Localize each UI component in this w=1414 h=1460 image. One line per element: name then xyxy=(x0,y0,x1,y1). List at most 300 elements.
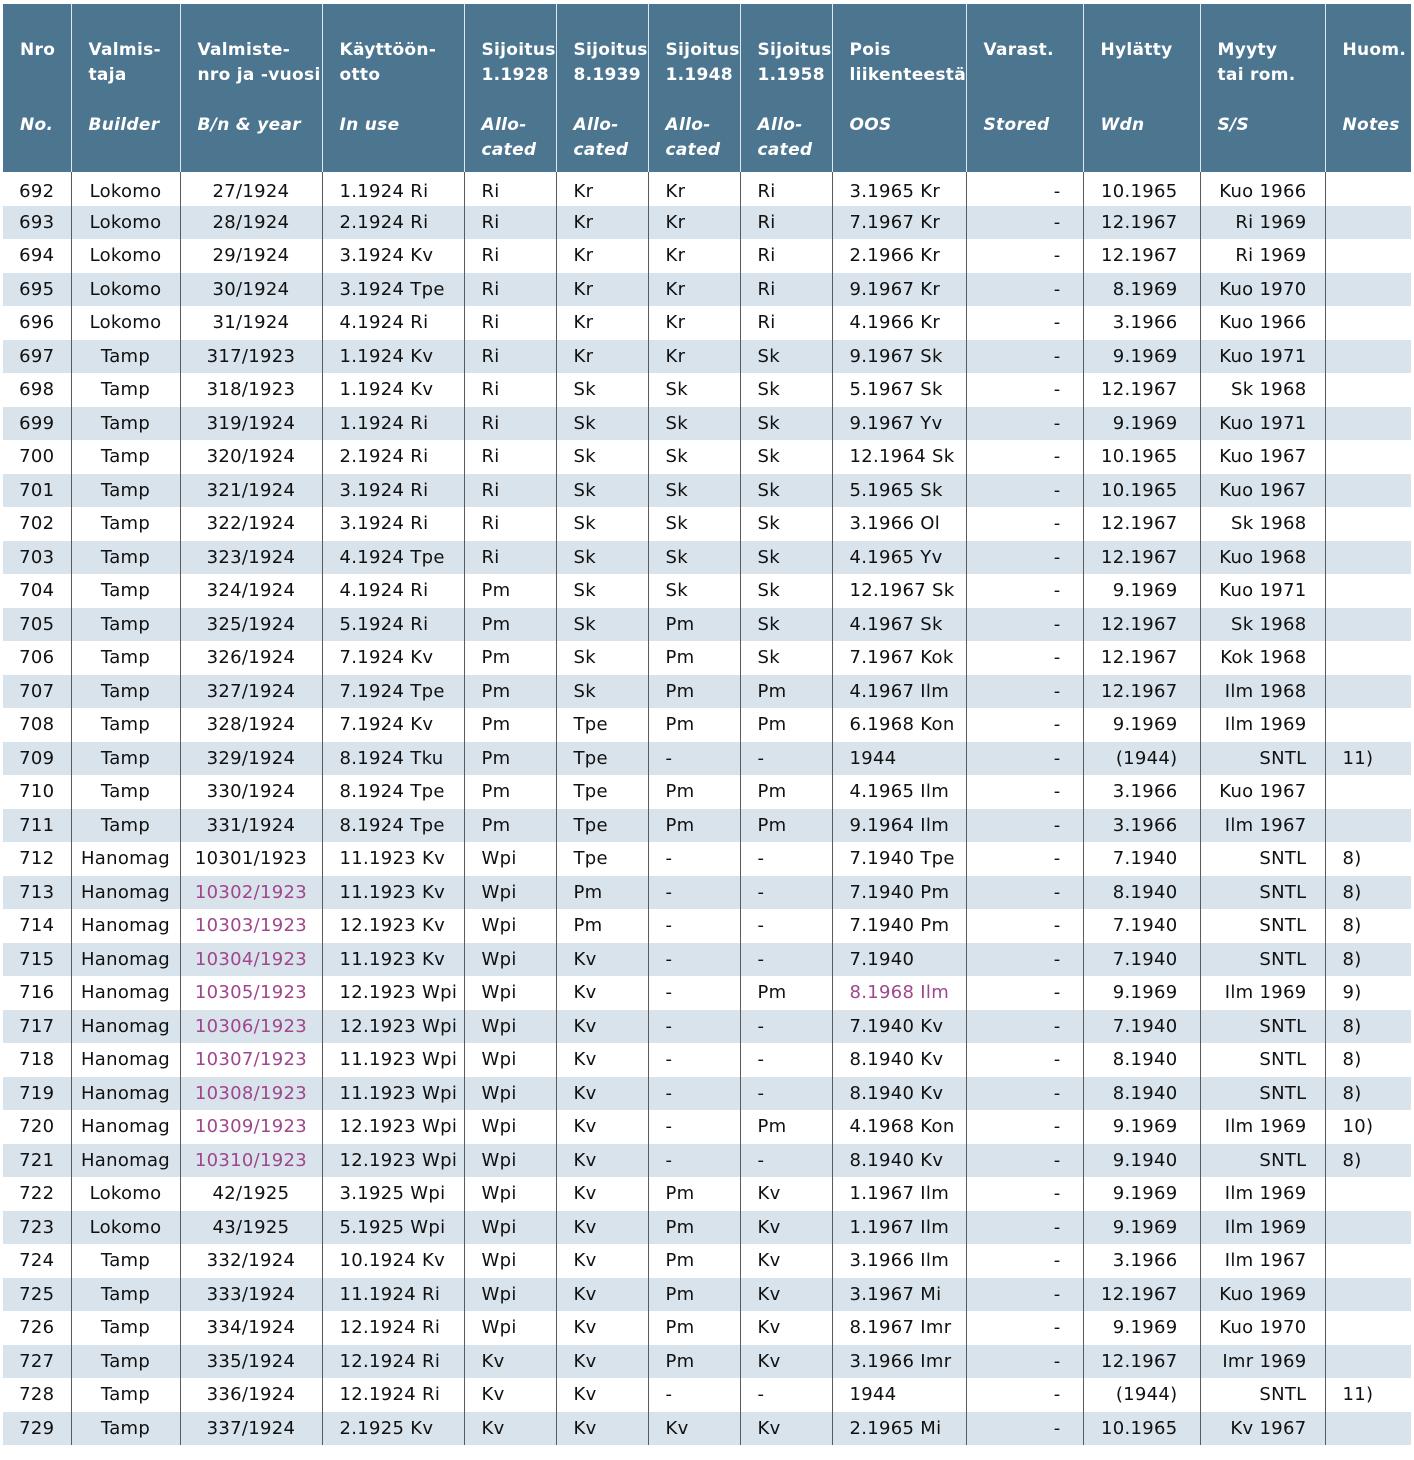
table-row xyxy=(3,340,1411,374)
cell-stored: - xyxy=(966,239,1083,273)
cell-notes xyxy=(1325,809,1411,843)
cell-in-use: 11.1923 Wpi xyxy=(322,1043,464,1077)
cell-in-use: 12.1924 Ri xyxy=(322,1345,464,1379)
table-row xyxy=(3,1412,1411,1446)
cell-builder-number-year: 322/1924 xyxy=(180,507,322,541)
cell-no: 709 xyxy=(3,742,71,776)
cell-notes: 11) xyxy=(1342,1384,1374,1406)
cell-withdrawn: 10.1965 xyxy=(1083,172,1200,206)
cell-allocated-1939: Tpe xyxy=(556,775,648,809)
cell-in-use: 12.1923 Kv xyxy=(322,909,464,943)
table-row xyxy=(3,574,1411,608)
column-header-stored xyxy=(966,4,1083,172)
locomotive-table xyxy=(3,4,1411,1445)
cell-out-of-service: 1.1967 Ilm xyxy=(832,1211,966,1245)
header-label-en: Allo- cated xyxy=(573,115,629,160)
cell-in-use: 4.1924 Ri xyxy=(322,306,464,340)
header-label-fi: Hylätty xyxy=(1100,40,1173,60)
cell-allocated-1928: Wpi xyxy=(464,1043,556,1077)
cell-sold-scrapped: Ilm 1969 xyxy=(1200,976,1325,1010)
column-header-allocated-1948 xyxy=(648,4,740,172)
cell-allocated-1958: Sk xyxy=(740,507,832,541)
cell-sold-scrapped: Kuo 1971 xyxy=(1200,407,1325,441)
header-label-en: Allo- cated xyxy=(481,115,537,160)
cell-in-use: 7.1924 Tpe xyxy=(322,675,464,709)
cell-builder-number-year: 328/1924 xyxy=(180,708,322,742)
cell-stored: - xyxy=(966,1010,1083,1044)
table-row xyxy=(3,172,1411,206)
cell-builder: Tamp xyxy=(71,1278,180,1312)
table-row xyxy=(3,373,1411,407)
cell-allocated-1948: Pm xyxy=(648,608,740,642)
cell-builder: Hanomag xyxy=(71,1144,180,1178)
cell-allocated-1958: Sk xyxy=(740,574,832,608)
cell-stored: - xyxy=(966,407,1083,441)
cell-allocated-1939: Kv xyxy=(556,1177,648,1211)
cell-notes: 8) xyxy=(1325,1010,1411,1044)
header-label-fi: Sijoitus 8.1939 xyxy=(573,40,648,85)
cell-builder: Tamp xyxy=(71,541,180,575)
cell-notes xyxy=(1325,440,1411,474)
cell-in-use: 12.1923 Wpi xyxy=(322,1110,464,1144)
cell-allocated-1939: Kv xyxy=(556,976,648,1010)
cell-withdrawn: 9.1969 xyxy=(1083,1177,1200,1211)
cell-builder: Lokomo xyxy=(71,1211,180,1245)
cell-withdrawn: 9.1969 xyxy=(1083,976,1200,1010)
cell-out-of-service: 3.1966 Ol xyxy=(832,507,966,541)
cell-stored: - xyxy=(966,1412,1083,1446)
cell-allocated-1948: - xyxy=(648,976,740,1010)
cell-builder-number-year: 332/1924 xyxy=(180,1244,322,1278)
cell-sold-scrapped: Kuo 1971 xyxy=(1200,574,1325,608)
cell-withdrawn: 9.1969 xyxy=(1083,1110,1200,1144)
header-label-fi: Varast. xyxy=(983,40,1054,60)
cell-withdrawn: (1944) xyxy=(1083,742,1200,776)
cell-in-use: 3.1924 Kv xyxy=(322,239,464,273)
table-row xyxy=(3,541,1411,575)
cell-no: 696 xyxy=(3,306,71,340)
cell-notes xyxy=(1325,541,1411,575)
cell-sold-scrapped: Kuo 1967 xyxy=(1200,474,1325,508)
cell-allocated-1928: Ri xyxy=(464,373,556,407)
cell-allocated-1939: Sk xyxy=(556,608,648,642)
header-label-en: Builder xyxy=(88,115,160,135)
cell-notes xyxy=(1325,172,1411,206)
header-label-en: S/S xyxy=(1217,115,1250,135)
cell-withdrawn: 9.1969 xyxy=(1083,407,1200,441)
cell-allocated-1928: Ri xyxy=(464,407,556,441)
cell-allocated-1928: Ri xyxy=(464,273,556,307)
cell-in-use: 8.1924 Tpe xyxy=(322,809,464,843)
cell-notes xyxy=(1325,1177,1411,1211)
cell-in-use: 11.1924 Ri xyxy=(322,1278,464,1312)
cell-sold-scrapped: SNTL xyxy=(1200,742,1325,776)
cell-allocated-1939: Sk xyxy=(556,541,648,575)
cell-allocated-1948: Pm xyxy=(648,641,740,675)
cell-builder-number-year: 330/1924 xyxy=(180,775,322,809)
table-row xyxy=(3,675,1411,709)
cell-allocated-1958: - xyxy=(740,1077,832,1111)
cell-allocated-1948: - xyxy=(648,742,740,776)
cell-notes xyxy=(1325,474,1411,508)
cell-notes: 8) xyxy=(1325,876,1411,910)
cell-no: 702 xyxy=(3,507,71,541)
cell-sold-scrapped: Kuo 1967 xyxy=(1200,440,1325,474)
cell-builder-number-year: 317/1923 xyxy=(180,340,322,374)
cell-allocated-1939: Kv xyxy=(556,1345,648,1379)
cell-builder-number-year: 334/1924 xyxy=(180,1311,322,1345)
cell-withdrawn: 7.1940 xyxy=(1083,909,1200,943)
table-body xyxy=(3,172,1411,1445)
cell-out-of-service: 3.1966 Imr xyxy=(832,1345,966,1379)
cell-no: 700 xyxy=(3,440,71,474)
cell-allocated-1939: Sk xyxy=(556,440,648,474)
cell-allocated-1928: Pm xyxy=(464,708,556,742)
cell-no: 725 xyxy=(3,1278,71,1312)
cell-stored: - xyxy=(966,608,1083,642)
cell-allocated-1928: Ri xyxy=(464,541,556,575)
header-label-fi: Sijoitus 1.1948 xyxy=(665,40,740,85)
cell-out-of-service: 1944 xyxy=(832,1378,966,1412)
cell-builder-number-year: 329/1924 xyxy=(180,742,322,776)
cell-withdrawn: 7.1940 xyxy=(1083,1010,1200,1044)
cell-allocated-1948: Pm xyxy=(648,1311,740,1345)
cell-allocated-1939: Tpe xyxy=(556,708,648,742)
cell-allocated-1939: Sk xyxy=(556,641,648,675)
cell-notes xyxy=(1325,206,1411,240)
table-row xyxy=(3,1311,1411,1345)
cell-allocated-1948: Sk xyxy=(648,440,740,474)
cell-allocated-1928: Ri xyxy=(464,306,556,340)
cell-in-use: 2.1925 Kv xyxy=(322,1412,464,1446)
cell-stored: - xyxy=(966,340,1083,374)
table-row xyxy=(3,440,1411,474)
cell-stored: - xyxy=(966,206,1083,240)
cell-out-of-service: 7.1967 Kok xyxy=(832,641,966,675)
table-row xyxy=(3,1244,1411,1278)
cell-allocated-1928: Wpi xyxy=(464,1144,556,1178)
cell-notes xyxy=(1325,641,1411,675)
cell-builder: Tamp xyxy=(71,574,180,608)
cell-allocated-1958: Ri xyxy=(740,172,832,206)
cell-in-use: 1.1924 Ri xyxy=(322,172,464,206)
cell-allocated-1939: Kv xyxy=(556,1010,648,1044)
cell-allocated-1928: Wpi xyxy=(464,1311,556,1345)
table-row xyxy=(3,775,1411,809)
cell-out-of-service: 1.1967 Ilm xyxy=(832,1177,966,1211)
cell-withdrawn: 8.1969 xyxy=(1083,273,1200,307)
cell-stored: - xyxy=(966,775,1083,809)
cell-no: 714 xyxy=(3,909,71,943)
cell-notes: 8) xyxy=(1342,915,1362,937)
cell-allocated-1958: Sk xyxy=(740,608,832,642)
cell-no: 708 xyxy=(3,708,71,742)
cell-allocated-1958: Pm xyxy=(740,1110,832,1144)
cell-allocated-1939: Kv xyxy=(556,1077,648,1111)
cell-stored: - xyxy=(966,1345,1083,1379)
cell-allocated-1939: Sk xyxy=(556,507,648,541)
cell-allocated-1939: Kv xyxy=(556,943,648,977)
table-row xyxy=(3,1345,1411,1379)
cell-allocated-1928: Ri xyxy=(464,340,556,374)
header-label-fi: Sijoitus 1.1958 xyxy=(757,40,832,85)
table-row xyxy=(3,1144,1411,1178)
table-row xyxy=(3,407,1411,441)
cell-builder: Hanomag xyxy=(71,842,180,876)
cell-withdrawn: 9.1969 xyxy=(1083,574,1200,608)
cell-no: 699 xyxy=(3,407,71,441)
cell-builder-number-year: 318/1923 xyxy=(180,373,322,407)
cell-no: 711 xyxy=(3,809,71,843)
cell-allocated-1958: - xyxy=(740,909,832,943)
cell-stored: - xyxy=(966,1110,1083,1144)
cell-allocated-1939: Tpe xyxy=(556,742,648,776)
cell-sold-scrapped: Ri 1969 xyxy=(1200,206,1325,240)
cell-allocated-1958: Ri xyxy=(740,206,832,240)
cell-allocated-1928: Pm xyxy=(464,574,556,608)
cell-allocated-1948: Kv xyxy=(648,1412,740,1446)
cell-builder-number-year: 10308/1923 xyxy=(180,1077,322,1111)
cell-out-of-service: 8.1940 Kv xyxy=(832,1144,966,1178)
cell-withdrawn: 9.1969 xyxy=(1083,708,1200,742)
cell-allocated-1948: - xyxy=(648,1010,740,1044)
cell-in-use: 12.1923 Wpi xyxy=(322,1010,464,1044)
cell-allocated-1928: Pm xyxy=(464,641,556,675)
table-row xyxy=(3,1177,1411,1211)
cell-withdrawn: 12.1967 xyxy=(1083,373,1200,407)
cell-builder-number-year: 331/1924 xyxy=(180,809,322,843)
cell-withdrawn: 12.1967 xyxy=(1083,1278,1200,1312)
cell-allocated-1958: - xyxy=(740,742,832,776)
cell-builder: Tamp xyxy=(71,407,180,441)
cell-allocated-1948: Pm xyxy=(648,775,740,809)
cell-in-use: 7.1924 Kv xyxy=(322,708,464,742)
cell-withdrawn: 12.1967 xyxy=(1083,541,1200,575)
cell-no: 722 xyxy=(3,1177,71,1211)
cell-allocated-1958: Kv xyxy=(740,1311,832,1345)
cell-out-of-service: 4.1968 Kon xyxy=(832,1110,966,1144)
cell-allocated-1948: Sk xyxy=(648,373,740,407)
cell-allocated-1948: - xyxy=(648,1043,740,1077)
cell-out-of-service: 7.1967 Kr xyxy=(832,206,966,240)
cell-allocated-1948: Kr xyxy=(648,206,740,240)
header-label-fi: Pois liikenteestä xyxy=(849,40,966,85)
cell-out-of-service: 7.1940 xyxy=(832,943,966,977)
cell-allocated-1928: Wpi xyxy=(464,976,556,1010)
cell-sold-scrapped: Kuo 1970 xyxy=(1200,273,1325,307)
cell-stored: - xyxy=(966,1077,1083,1111)
cell-allocated-1948: Pm xyxy=(648,1211,740,1245)
cell-stored: - xyxy=(966,675,1083,709)
cell-allocated-1928: Ri xyxy=(464,172,556,206)
cell-allocated-1948: - xyxy=(648,943,740,977)
cell-sold-scrapped: Ilm 1968 xyxy=(1200,675,1325,709)
cell-notes xyxy=(1325,1211,1411,1245)
cell-notes: 9) xyxy=(1342,982,1362,1004)
cell-allocated-1948: Kr xyxy=(648,239,740,273)
cell-allocated-1928: Wpi xyxy=(464,943,556,977)
cell-withdrawn: 12.1967 xyxy=(1083,206,1200,240)
table-row xyxy=(3,1278,1411,1312)
cell-sold-scrapped: Kuo 1966 xyxy=(1200,306,1325,340)
cell-withdrawn: 12.1967 xyxy=(1083,675,1200,709)
header-label-fi: Nro xyxy=(20,40,56,60)
cell-out-of-service: 4.1965 Yv xyxy=(832,541,966,575)
cell-in-use: 12.1923 Wpi xyxy=(322,976,464,1010)
cell-builder: Tamp xyxy=(71,1311,180,1345)
cell-builder: Tamp xyxy=(71,775,180,809)
cell-allocated-1948: Sk xyxy=(648,574,740,608)
cell-notes xyxy=(1325,775,1411,809)
cell-builder-number-year: 42/1925 xyxy=(180,1177,322,1211)
cell-sold-scrapped: Kuo 1971 xyxy=(1200,340,1325,374)
cell-allocated-1948: Pm xyxy=(648,1177,740,1211)
cell-no: 692 xyxy=(3,172,71,206)
cell-sold-scrapped: Kuo 1970 xyxy=(1200,1311,1325,1345)
cell-stored: - xyxy=(966,474,1083,508)
cell-withdrawn: (1944) xyxy=(1083,1378,1200,1412)
cell-stored: - xyxy=(966,1278,1083,1312)
cell-builder-number-year: 10305/1923 xyxy=(180,976,322,1010)
cell-in-use: 5.1924 Ri xyxy=(322,608,464,642)
cell-builder-number-year: 337/1924 xyxy=(180,1412,322,1446)
cell-allocated-1948: Sk xyxy=(648,541,740,575)
cell-allocated-1939: Pm xyxy=(556,876,648,910)
cell-builder-number-year: 327/1924 xyxy=(180,675,322,709)
cell-allocated-1958: - xyxy=(740,876,832,910)
cell-builder-number-year: 323/1924 xyxy=(180,541,322,575)
column-header-builder xyxy=(71,4,180,172)
cell-no: 704 xyxy=(3,574,71,608)
cell-notes: 8) xyxy=(1342,1049,1362,1071)
header-label-en: Wdn xyxy=(1100,115,1145,135)
cell-allocated-1948: Pm xyxy=(648,1278,740,1312)
cell-builder: Lokomo xyxy=(71,206,180,240)
cell-out-of-service: 1944 xyxy=(832,742,966,776)
cell-allocated-1928: Pm xyxy=(464,742,556,776)
cell-allocated-1958: - xyxy=(740,842,832,876)
table-row xyxy=(3,306,1411,340)
cell-allocated-1958: Pm xyxy=(740,675,832,709)
cell-notes xyxy=(1325,1311,1411,1345)
cell-in-use: 12.1924 Ri xyxy=(322,1311,464,1345)
table-row xyxy=(3,943,1411,977)
cell-stored: - xyxy=(966,943,1083,977)
cell-allocated-1948: - xyxy=(648,1077,740,1111)
table-row xyxy=(3,239,1411,273)
cell-withdrawn: 10.1965 xyxy=(1083,474,1200,508)
cell-allocated-1939: Kv xyxy=(556,1244,648,1278)
cell-builder-number-year: 31/1924 xyxy=(180,306,322,340)
table-header xyxy=(3,4,1411,172)
cell-allocated-1928: Wpi xyxy=(464,1211,556,1245)
cell-allocated-1939: Kv xyxy=(556,1110,648,1144)
header-label-fi: Käyttöön- otto xyxy=(339,40,437,85)
table-row xyxy=(3,206,1411,240)
cell-stored: - xyxy=(966,1211,1083,1245)
cell-withdrawn: 10.1965 xyxy=(1083,440,1200,474)
cell-in-use: 1.1924 Kv xyxy=(322,373,464,407)
cell-allocated-1958: Sk xyxy=(740,541,832,575)
cell-in-use: 4.1924 Ri xyxy=(322,574,464,608)
cell-builder: Tamp xyxy=(71,708,180,742)
cell-allocated-1958: - xyxy=(740,1144,832,1178)
cell-no: 712 xyxy=(3,842,71,876)
cell-stored: - xyxy=(966,1177,1083,1211)
cell-out-of-service: 4.1966 Kr xyxy=(832,306,966,340)
cell-builder: Tamp xyxy=(71,641,180,675)
cell-withdrawn: 12.1967 xyxy=(1083,608,1200,642)
header-label-en: No. xyxy=(20,115,54,135)
cell-builder-number-year: 27/1924 xyxy=(180,172,322,206)
cell-sold-scrapped: Sk 1968 xyxy=(1200,373,1325,407)
cell-withdrawn: 3.1966 xyxy=(1083,775,1200,809)
cell-no: 698 xyxy=(3,373,71,407)
cell-allocated-1958: Ri xyxy=(740,239,832,273)
column-header-allocated-1939 xyxy=(556,4,648,172)
cell-notes xyxy=(1325,373,1411,407)
cell-out-of-service: 8.1940 Kv xyxy=(832,1077,966,1111)
cell-sold-scrapped: SNTL xyxy=(1200,1144,1325,1178)
cell-allocated-1958: Kv xyxy=(740,1177,832,1211)
cell-sold-scrapped: SNTL xyxy=(1200,909,1325,943)
cell-no: 715 xyxy=(3,943,71,977)
cell-builder: Tamp xyxy=(71,742,180,776)
cell-sold-scrapped: SNTL xyxy=(1200,1077,1325,1111)
cell-allocated-1948: - xyxy=(648,1144,740,1178)
table-row xyxy=(3,1378,1411,1412)
cell-allocated-1958: - xyxy=(740,943,832,977)
cell-builder-number-year: 324/1924 xyxy=(180,574,322,608)
cell-allocated-1939: Sk xyxy=(556,474,648,508)
cell-no: 705 xyxy=(3,608,71,642)
cell-allocated-1948: Pm xyxy=(648,1244,740,1278)
cell-builder-number-year: 325/1924 xyxy=(180,608,322,642)
cell-sold-scrapped: Kuo 1967 xyxy=(1200,775,1325,809)
cell-builder-number-year: 319/1924 xyxy=(180,407,322,441)
cell-stored: - xyxy=(966,842,1083,876)
cell-allocated-1948: Kr xyxy=(648,340,740,374)
cell-builder: Tamp xyxy=(71,373,180,407)
table-row xyxy=(3,742,1411,776)
header-label-en: B/n & year xyxy=(197,115,301,135)
header-label-fi: Huom. xyxy=(1342,40,1407,60)
cell-no: 701 xyxy=(3,474,71,508)
cell-allocated-1958: - xyxy=(740,1378,832,1412)
cell-in-use: 11.1923 Wpi xyxy=(322,1077,464,1111)
header-label-fi: Valmis- taja xyxy=(88,40,161,85)
cell-builder: Tamp xyxy=(71,474,180,508)
cell-allocated-1939: Kr xyxy=(556,306,648,340)
cell-stored: - xyxy=(966,809,1083,843)
cell-builder-number-year: 10301/1923 xyxy=(180,842,322,876)
cell-builder: Tamp xyxy=(71,608,180,642)
cell-allocated-1939: Kv xyxy=(556,1211,648,1245)
cell-allocated-1928: Ri xyxy=(464,440,556,474)
cell-no: 693 xyxy=(3,206,71,240)
cell-builder-number-year: 10309/1923 xyxy=(180,1110,322,1144)
cell-sold-scrapped: Ilm 1967 xyxy=(1200,1244,1325,1278)
column-header-withdrawn xyxy=(1083,4,1200,172)
header-label-fi: Sijoitus 1.1928 xyxy=(481,40,556,85)
cell-builder-number-year: 10304/1923 xyxy=(180,943,322,977)
cell-notes xyxy=(1325,675,1411,709)
cell-allocated-1948: Pm xyxy=(648,675,740,709)
cell-withdrawn: 8.1940 xyxy=(1083,1077,1200,1111)
cell-allocated-1928: Kv xyxy=(464,1412,556,1446)
cell-allocated-1939: Kv xyxy=(556,1043,648,1077)
cell-in-use: 2.1924 Ri xyxy=(322,206,464,240)
